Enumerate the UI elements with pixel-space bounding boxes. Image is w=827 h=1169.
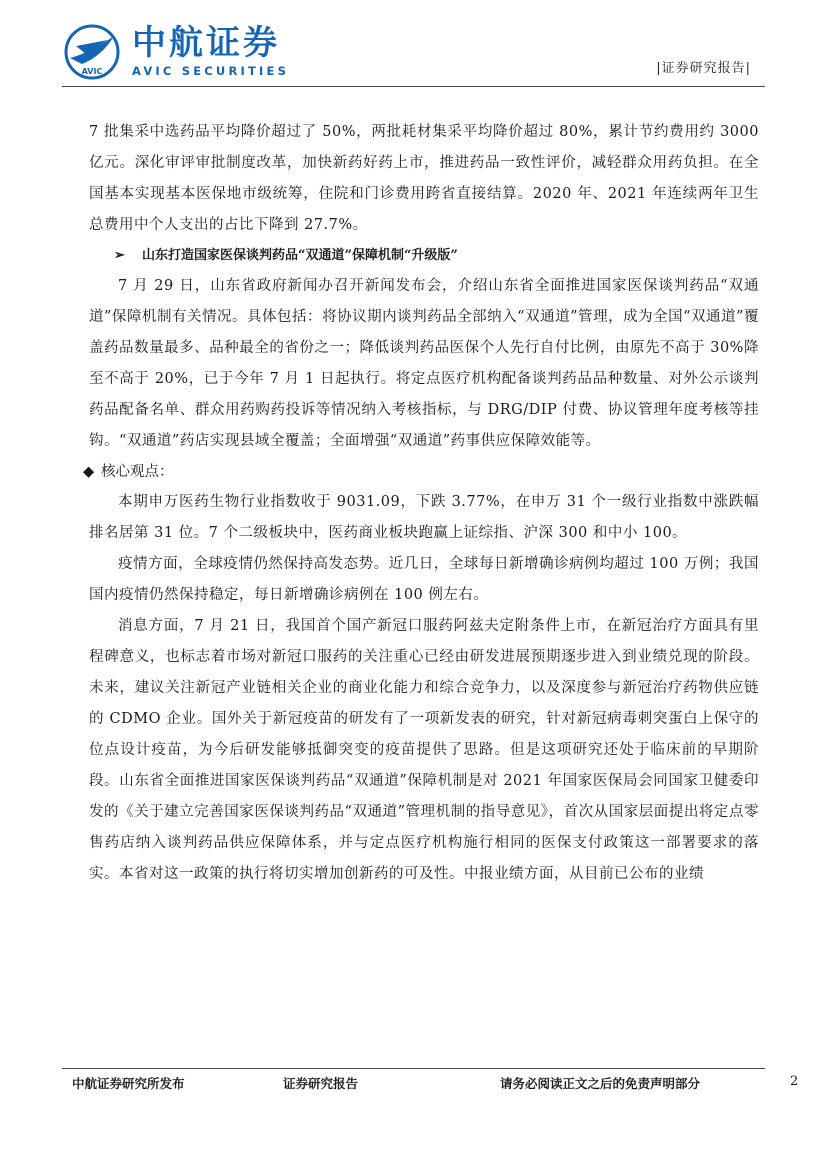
page-header bbox=[0, 0, 827, 90]
body-paragraph: 消息方面，7 月 21 日，我国首个国产新冠口服药阿兹夫定附条件上市，在新冠治疗方面具有里程碑意义，也标志着市场对新冠口服药的关注重心已经由研发进展预期逐步进入到业绩兑现的阶段。未来，建议关注新冠产业链相关企业的商业化能力和综合竞争力，以及深度参与新冠治疗药物供应链的 CDMO 企业。国外关于新冠疫苗的研发有了一项新发表的研究，针对新冠病毒刺突蛋白上保守的位点设计疫苗，为今后研发能够抵御突变的疫苗提供了思路。但是这项研究还处于临床前的早期阶段。山东省全面推进国家医保谈判药品“双通道”保障机制是对 2021 年国家医保局会同国家卫健委印发的《关于建立完善国家医保谈判药品“双通道”管理机制的指导意见》，首次从国家层面提出将定点零售药店纳入谈判药品供应保障体系，并与定点医疗机构施行相同的医保支付政策这一部署要求的落实。本省对这一政策的执行将切实增加创新药的可及性。中报业绩方面，从目前已公布的业绩 bbox=[89, 618, 759, 882]
body-paragraph: 疫情方面，全球疫情仍然保持高发态势。近几日，全球每日新增确诊病例均超过 100 万例；我国国内疫情仍然保持稳定，每日新增确诊病例在 100 例左右。 bbox=[89, 556, 759, 603]
arrow-bullet-icon: ➢ bbox=[114, 248, 125, 263]
logo-text: AVIC bbox=[81, 67, 103, 76]
section-heading-text: 核心观点： bbox=[101, 464, 174, 480]
diamond-bullet-icon: ◆ bbox=[83, 464, 95, 480]
report-type-tag: |证券研究报告| bbox=[656, 61, 751, 76]
brand-name-en: AVIC SECURITIES bbox=[132, 64, 290, 78]
footer-divider bbox=[62, 1068, 765, 1069]
page-number: 2 bbox=[790, 1074, 799, 1089]
body-paragraph: 7 月 29 日，山东省政府新闻办召开新闻发布会，介绍山东省全面推进国家医保谈判药品“双通道”保障机制有关情况。具体包括：将协议期内谈判药品全部纳入“双通道”管理，成为全国“双通道”覆盖药品数量最多、品种最全的省份之一；降低谈判药品医保个人先行自付比例，由原先不高于 30%降至不高于 20%，已于今年 7 月 1 日起执行。将定点医疗机构配备谈判药品品种数量、对外公示谈判药品配备名单、群众用药购药投诉等情况纳入考核指标，与 DRG/DIP 付费、协议管理年度考核等挂钩。“双通道”药店实现县域全覆盖；全面增强“双通道”药事供应保障效能等。 bbox=[89, 278, 759, 449]
brand-name-cn: 中航证券 bbox=[132, 23, 280, 63]
avic-logo-icon bbox=[62, 22, 122, 82]
sub-heading-text: 山东打造国家医保谈判药品“双通道”保障机制“升级版” bbox=[142, 248, 458, 263]
page-body bbox=[83, 117, 759, 890]
sub-heading bbox=[114, 241, 759, 271]
footer-report-type: 证券研究报告 bbox=[283, 1076, 359, 1091]
body-paragraph: 7 批集采中选药品平均降价超过了 50%，两批耗材集采平均降价超过 80%，累计节约费用约 3000 亿元。深化审评审批制度改革，加快新药好药上市，推进药品一致性评价，减轻群众用药负担。在全国基本实现基本医保地市级统筹，住院和门诊费用跨省直接结算。2020 年、2021 年连续两年卫生总费用中个人支出的占比下降到 27.7%。 bbox=[89, 124, 759, 233]
header-divider bbox=[62, 86, 765, 87]
footer-issuer: 中航证券研究所发布 bbox=[72, 1076, 185, 1091]
body-paragraph: 本期申万医药生物行业指数收于 9031.09，下跌 3.77%，在申万 31 个一级行业指数中涨跌幅排名居第 31 位。7 个二级板块中，医药商业板块跑赢上证综指、沪深 300 和中小 100。 bbox=[89, 494, 759, 541]
section-heading bbox=[83, 457, 759, 487]
brand bbox=[132, 24, 289, 78]
footer-disclaimer: 请务必阅读正文之后的免责声明部分 bbox=[500, 1076, 701, 1091]
